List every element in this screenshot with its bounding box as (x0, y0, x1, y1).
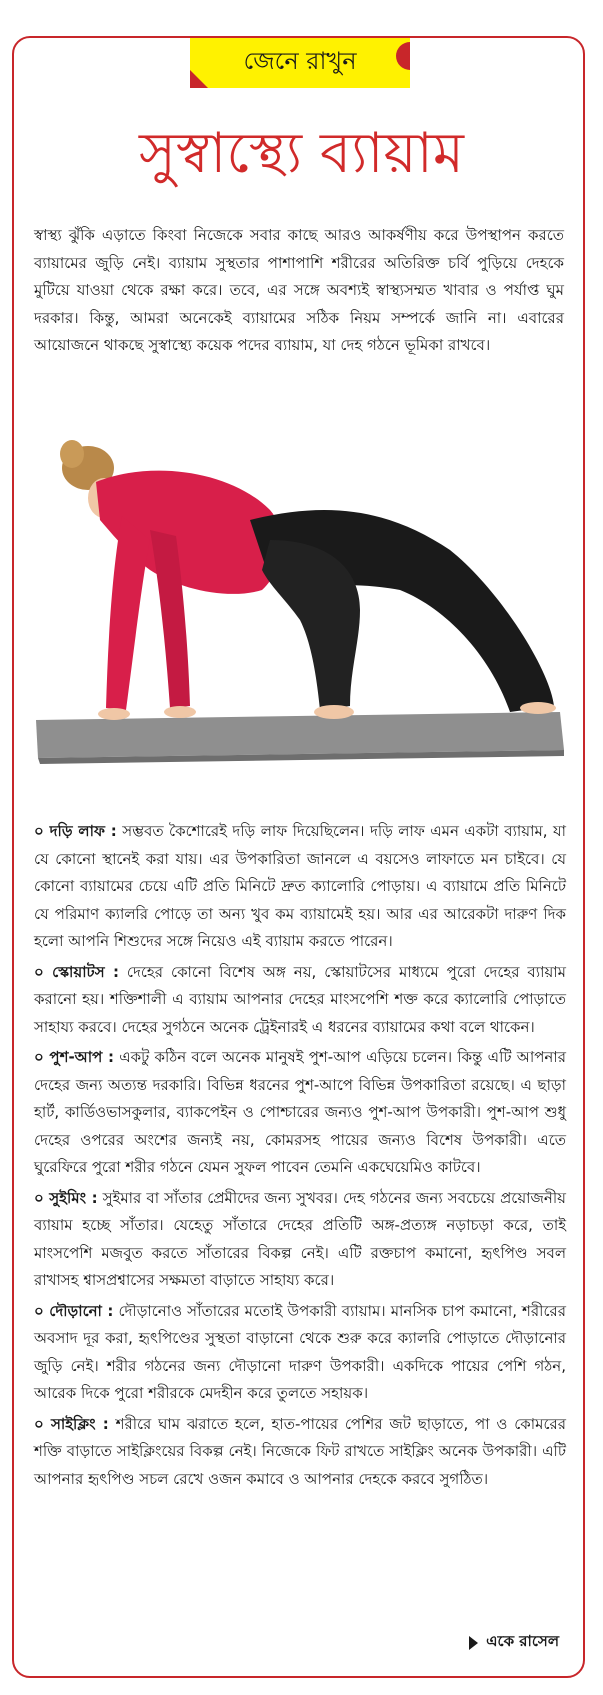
section-title: ০ সুইমিং : (34, 1188, 98, 1207)
section-cycling (34, 1411, 566, 1494)
section-swimming (34, 1185, 566, 1295)
section-pushup (34, 1044, 566, 1182)
section-squats (34, 959, 566, 1042)
author-byline (469, 1630, 559, 1655)
section-title: ০ পুশ-আপ : (34, 1048, 115, 1066)
section-running (34, 1298, 566, 1408)
exercise-list (34, 818, 566, 1496)
section-title: ০ দড়ি লাফ : (34, 822, 117, 840)
section-body: দেহের কোনো বিশেষ অঙ্গ নয়, স্কোয়াটসের মাধ্যমে পুরো দেহের ব্যায়াম করানো হয়। শক্তিশালী এ ব্যায়াম আপনার দেহের মাংসপেশি শক্ত করে ক্যালোরি পোড়াতে সাহায্য করবে। দেহের সুগঠনে অনেক ট্রেইনারই এ ধরনের ব্যায়ামের কথা বলে থাকেন। (34, 962, 566, 1036)
section-body: দৌড়ানোও সাঁতারের মতোই উপকারী ব্যায়াম। মানসিক চাপ কমানো, শরীরের অবসাদ দূর করা, হৃৎপিণ্ডের সুস্থতা বাড়ানো থেকে শুরু করে ক্যালরি পোড়াতে দৌড়ানোর জুড়ি নেই। শরীর গঠনের জন্য দৌড়ানো দারুণ উপকারী। একদিকে পায়ের পেশি গঠন, আরেক দিকে পুরো শরীরকে মেদহীন করে তুলতে সহায়ক। (34, 1301, 567, 1402)
section-body: একটু কঠিন বলে অনেক মানুষই পুশ-আপ এড়িয়ে চলেন। কিন্তু এটি আপনার দেহের জন্য অত্যন্ত দরকারি। বিভিন্ন ধরনের পুশ-আপে বিভিন্ন উপকারিতা রয়েছে। এ ছাড়া হার্ট, কার্ডিওভাসকুলার, ব্যাকপেইন ও পোশ্চারের জন্যও পুশ-আপ উপকারী। পুশ-আপ শুধু দেহের ওপরের অংশের জন্যই নয়, কোমরসহ পায়ের জন্যও বিশেষ উপকারী। এতে ঘুরেফিরে পুরো শরীর গঠনে যেমন সুফল পাবেন তেমনি একঘেয়েমিও কাটবে। (34, 1048, 566, 1176)
section-body: সুইমার বা সাঁতার প্রেমীদের জন্য সুখবর। দেহ গঠনের জন্য সবচেয়ে প্রয়োজনীয় ব্যায়াম হচ্ছে সাঁতার। যেহেতু সাঁতারে দেহের প্রতিটি অঙ্গ-প্রত্যঙ্গ নড়াচড়া করে, তাই মাংসপেশি মজবুত করতে সাঁতারের বিকল্প নেই। এটি রক্তচাপ কমানো, হৃৎপিণ্ড সবল রাখাসহ শ্বাসপ্রশ্বাসের সক্ষমতা বাড়াতে সাহায্য করে। (34, 1188, 567, 1289)
article-headline: সুস্বাস্থ্যে ব্যায়াম (139, 121, 464, 186)
article-intro: স্বাস্থ্য ঝুঁকি এড়াতে কিংবা নিজেকে সবার কাছে আরও আকর্ষণীয় করে উপস্থাপন করতে ব্যায়ামের জুড়ি নেই। ব্যায়াম সুস্থতার পাশাপাশি শরীরের অতিরিক্ত চর্বি পুড়িয়ে দেহকে মুটিয়ে যাওয়া থেকে রক্ষা করে। তবে, এর সঙ্গে অবশ্যই স্বাস্থ্যসম্মত খাবার ও পর্যাপ্ত ঘুম দরকার। কিন্তু, আমরা অনেকেই ব্যায়ামের সঠিক নিয়ম সম্পর্কে জানি না। এবারের আয়োজনে থাকছে সুস্বাস্থ্যে কয়েক পদের ব্যায়াম, যা দেহ গঠনে ভূমিকা রাখবে। (34, 226, 564, 354)
tag-corner-decoration (190, 70, 208, 88)
section-body: শরীরে ঘাম ঝরাতে হলে, হাত-পায়ের পেশির জট ছাড়াতে, পা ও কোমরের শক্তি বাড়াতে সাইক্লিংয়ের বিকল্প নেই। নিজেকে ফিট রাখতে সাইক্লিং অনেক উপকারী। এটি আপনার হৃৎপিণ্ড সচল রেখে ওজন কমাবে ও আপনার দেহকে করবে সুগঠিত। (34, 1414, 567, 1488)
section-tag (190, 38, 410, 88)
section-body: সম্ভবত কৈশোরেই দড়ি লাফ দিয়েছিলেন। দড়ি লাফ এমন একটা ব্যায়াম, যা যে কোনো স্থানেই করা যায়। এর উপকারিতা জানলে এ বয়সেও লাফাতে মন চাইবে। যে কোনো ব্যায়ামের চেয়ে এটি প্রতি মিনিটে দ্রুত ক্যালোরি পোড়ায়। এ ব্যায়ামে প্রতি মিনিটে যে পরিমাণ ক্যালরি পোড়ে তা অন্য খুব কম ব্যায়ামেই হয়। আর এর আরেকটা দারুণ দিক হলো আপনি শিশুদের সঙ্গে নিয়েও এই ব্যায়াম করতে পারেন। (34, 822, 566, 950)
section-tag-label: জেনে রাখুন (190, 38, 410, 88)
section-skipping (34, 818, 566, 956)
author-name: একে রাসেল (486, 1632, 559, 1650)
exercise-photo (30, 420, 566, 796)
section-title: ০ দৌড়ানো : (34, 1301, 114, 1320)
section-title: ০ স্কোয়াটস : (34, 962, 120, 981)
arrow-right-icon (469, 1636, 478, 1650)
section-title: ০ সাইক্লিং : (34, 1414, 109, 1433)
